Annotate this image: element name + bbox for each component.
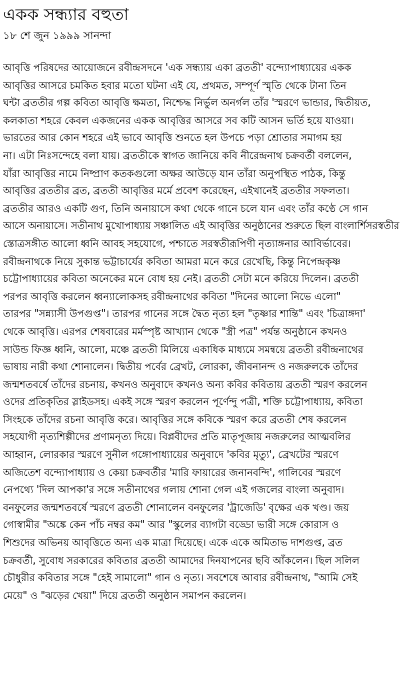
article-line: সহযোগী নৃত্যশিল্পীদের প্রণামনৃত্য দিয়ে। বিপ্লবীদের প্রতি মাতৃপূজায় নজরুলের আত্মবলির — [3, 432, 351, 444]
article-line: বনফুলের জন্মশতবর্ষে স্মরণে ব্রততী শোনালেন বনফুলের 'ট্রাজেডি' বৃক্ষের এক খণ্ড। জয় — [3, 502, 350, 514]
article-line: আবৃত্তির আসরে চমকিত হবার মতো ঘটনা এই যে, প্রথমত, সম্পূর্ণ স্মৃতি থেকে টানা তিন — [3, 80, 347, 92]
article-line: শিশুদের অভিনয় আবৃত্তিতে অন্য এক মাত্রা দিয়েছে। একে একে অমিতাভ দাশগুপ্ত, ব্রত — [3, 538, 343, 550]
article-line: স্তোত্রসঙ্গীত আলো ধ্বনি আবহ সহযোগে, পশ্চাতে সরস্বতীরূপিণী নৃত্যাঙ্গনার আবির্ভাবের। — [3, 238, 351, 250]
article-headline: একক সন্ধ্যার বহুতা — [3, 5, 129, 24]
article-line: রবীন্দ্রনাথকে নিয়ে সুকান্ত ভট্টাচার্যের কবিতা আমরা মনে করে রেখেছি, কিন্তু নিপেন্দ্রকৃষ্ণ — [3, 256, 341, 268]
article-line: গোস্বামীর "অঙ্কে কেন পাঁচ নম্বর কম" আর "স্কুলের ব্যাগটা বড্ডো ভারী সঙ্গে কোরাস ও — [3, 520, 339, 532]
article-line: না। এটা নিঃসন্দেহে বলা যায়। ব্রততীকে স্বাগত জানিয়ে কবি নীরেন্দ্রনাথ চক্রবর্তী বললেন, — [3, 150, 352, 162]
article-line: ওদের প্রতিকৃতির স্লাইডসহ। একই সঙ্গে স্মরণ করলেন পূর্ণেন্দু পত্রী, শক্তি চট্টোপাধ্যায়, কবিতা — [3, 397, 363, 409]
article-line: যাঁরা আবৃত্তির নামে নিষ্প্রাণ কতকগুলো অক্ষর আউড়ে যান তাঁরা অনুপস্থিত পাঠক, কিন্তু — [3, 168, 346, 180]
article-line: ঘন্টা ব্রততীর গল্প কবিতা আবৃত্তি ক্ষমতা, নিশ্চেদ্ধ নির্ভুল অনর্গল তাঁর 'স্মরণে ভান্ডার, দ্বিতীয়ত, — [3, 98, 371, 110]
article-line: আবৃত্তি পরিষদের আয়োজনে রবীন্দ্রসদনে 'এক সন্ধ্যায় একা ব্রততী' বন্দ্যোপাধ্যায়ের একক — [3, 63, 352, 74]
article-body — [3, 60, 401, 605]
article-line: পরপর আবৃত্তি করলেন ধ্বন্যালোকসহ রবীন্দ্রনাথের কবিতা "দিনের আলো নিভে এলো" — [3, 291, 341, 303]
article-dateline: ১৮ শে জুন ১৯৯৯ সানন্দা — [3, 30, 112, 42]
article-line: মেয়ে" ও "ঝড়ের খেয়া" দিয়ে ব্রততী অনুষ্ঠান সমাপন করলেন। — [3, 590, 247, 602]
article-line: তারপর "সন্ন্যাসী উপগুপ্ত"। তারপর গানের সঙ্গে দ্বৈত নৃত্য হল "তৃষ্ণার শান্তি" এবং 'চিত্রাঙ্গদা' — [3, 309, 366, 321]
article-line: চৌধুরীর কবিতার সঙ্গে "হেই সামালো" গান ও নৃত্য। সবশেষে আবার রবীন্দ্রনাথ, "আমি সেই — [3, 573, 358, 585]
article-line: অজিতেশ বন্দ্যোপাধ্যায় ও কেয়া চক্রবর্তীর 'মারি ফায়ারের জনানবন্দি', গালিবের স্মরণে — [3, 467, 341, 479]
article-line: সাউন্ড ফিজ্ঞ ধ্বনি, আলো, মঞ্চে ব্রততী মিলিয়ে একাধিক মাধ্যমে সমন্বয়ে ব্রততী রবীন্দ্রনাথের — [3, 344, 364, 356]
article-line: কলকাতা শহরে কেবল একজনের একক আবৃত্তির আসরে সব কটি আসন ভর্তি হয়ে যাওয়া। — [3, 115, 354, 127]
article-line: আবৃত্তির ব্রততীর ব্রত, ব্রততী আবৃত্তির মর্মে প্রবেশ করেছেন, এইখানেই ব্রততীর সফলতা। — [3, 186, 350, 198]
article-line: ভারতের আর কোন শহরে এই ভাবে আবৃত্তি শুনতে হল উপচে পড়া শ্রোতার সমাগম হয় — [3, 133, 342, 145]
article-line: জন্মশতবর্ষে তাঁদের রচনায়, কখনও অনুবাদে কখনও অন্য কবির কবিতায় ব্রততী স্মরণ করলেন — [3, 379, 368, 391]
article-line: চক্রবর্তী, সুবোধ সরকারের কবিতার ব্রততী আমাদের দিনযাপনের ছবি আঁকলেন। ছিল সলিল — [3, 555, 360, 567]
article-line: আহ্বান, লোরকার স্মরণে সুনীল গঙ্গোপাধ্যায়ের অনুবাদে 'কবির মৃত্যু', ব্রেখটের স্মরণে — [3, 450, 339, 462]
article-line: নেপথ্যে 'দিল আপকা'র সঙ্গে সতীনাথের গলায় শোনা গেল এই গজলের বাংলা অনুবাদ। — [3, 485, 345, 497]
article-line: সিংহকে তাঁদের রচনা আবৃত্তি করে। আবৃত্তির সঙ্গে কবিকে স্মরণ করে ব্রততী শেষ করলেন — [3, 414, 347, 426]
article-line: চট্টোপাধ্যায়ের কবিতা অনেকের মনে বোধ হয় নেই। ব্রততী সেটা মনে করিয়ে দিলেন। ব্রততী — [3, 274, 359, 286]
article-line: ভাষায় নারী কথা শোনালেন। দ্বিতীয় পর্বের ব্রেখট, লোরকা, জীবনানন্দ ও নজরুলকে তাঁদের — [3, 362, 359, 374]
article-line: থেকে আবৃত্তি। এরপর শেষবারের মর্মস্পৃষ্ট আখ্যান থেকে "স্ত্রী পত্র" পর্যন্ত অনুষ্ঠানে কখনও — [3, 326, 348, 338]
article-line: আসে অনায়াসে। সতীনাথ মুখোপাধ্যায় সঞ্চালিত এই আবৃত্তির অনুষ্ঠানের শুরুতে ছিল বাংলার্শিসরস্বতীর — [3, 221, 400, 233]
article-line: ব্রততীর আরও একটি গুণ, তিনি অনায়াসে কথা থেকে গানে চলে যান এবং তাঁর কণ্ঠে সে গান — [3, 203, 369, 215]
